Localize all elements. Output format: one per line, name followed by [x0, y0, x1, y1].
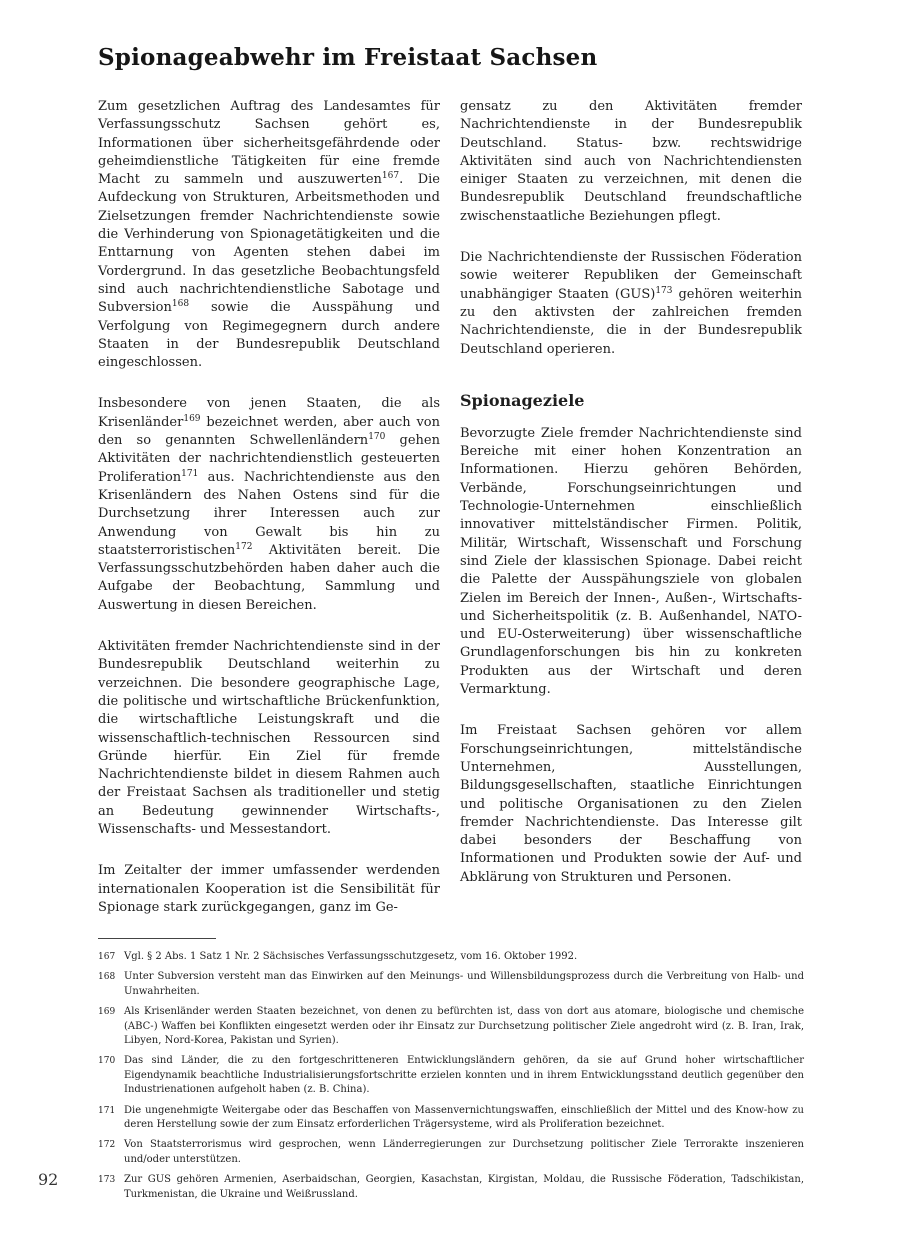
left-column — [98, 98, 440, 940]
footnote-169 — [98, 1005, 804, 1048]
page-title: Spionageabwehr im Freistaat Sachsen — [98, 44, 598, 71]
paragraph — [460, 98, 802, 226]
paragraph-text: gehören weiterhin zu den aktivsten der zahlreichen fremden Nachrichtendienste, die in der Bundesrepublik Deutschland operieren. — [460, 286, 802, 357]
paragraph — [98, 98, 440, 372]
footnote-divider — [98, 938, 216, 939]
paragraph — [98, 395, 440, 615]
footnote-number: 170 — [98, 1056, 116, 1067]
footnote-text: Vgl. § 2 Abs. 1 Satz 1 Nr. 2 Sächsisches Verfassungsschutzgesetz, vom 16. Oktober 1992. — [124, 951, 578, 962]
paragraph-text: gensatz zu den Aktivitäten fremder Nachrichtendienste in der Bundesrepublik Deutschland. Status- bzw. rechtswidrige Aktivitäten sind auch von Nachrichtendiensten einiger Staaten zu verzeichnen, mit denen die Bundesrepublik Deutschland freundschaftliche zwischenstaatliche Beziehungen pflegt. — [460, 99, 802, 224]
footnote-reference: 170 — [368, 432, 386, 443]
footnote-number: 168 — [98, 972, 116, 983]
paragraph-text: . Die Aufdeckung von Strukturen, Arbeitsmethoden und Zielsetzungen fremder Nachrichtendienste sowie die Verhinderung von Spionagetätigkeiten und die Enttarnung von Agenten stehen dabei im Vordergrund. In das gesetzliche Beobachtungsfeld sind auch nachrichtendienstliche Sabotage und Subversion — [98, 172, 440, 316]
paragraph-text: Aktivitäten bereit. Die Verfassungsschutzbehörden haben daher auch die Aufgabe der Beobachtung, Sammlung und Auswertung in diesen Bereichen. — [98, 542, 440, 613]
footnote-number: 173 — [98, 1175, 116, 1186]
right-column-body — [460, 425, 802, 887]
footnote-reference: 171 — [181, 468, 199, 479]
footnote-reference: 168 — [171, 299, 190, 310]
footnote-reference: 167 — [381, 171, 400, 182]
paragraph-text: Im Zeitalter der immer umfassender werdenden internationalen Kooperation ist die Sensibilität für Spionage stark zurückgegangen, ganz im Ge- — [98, 863, 440, 915]
paragraph — [98, 638, 440, 839]
footnote-number: 172 — [98, 1140, 116, 1151]
paragraph-text: Aktivitäten fremder Nachrichtendienste sind in der Bundesrepublik Deutschland weiterhin zu verzeichnen. Die besondere geographische Lage, die politische und wirtschaftliche Brückenfunktion, die wirtschaftliche Leistungskraft und die wissenschaftlich-technischen Ressourcen sind Gründe hierfür. Ein Ziel für fremde Nachrichtendienste bildet in diesem Rahmen auch der Freistaat Sachsen als traditioneller und stetig an Bedeutung gewinnender Wirtschafts-, Wissenschafts- und Messestandort. — [98, 639, 440, 837]
footnote-171 — [98, 1104, 804, 1133]
paragraph-text: gehen Aktivitäten der nachrichtendienstlich gesteuerten Proliferation — [98, 433, 440, 485]
footnote-text: Von Staatsterrorismus wird gesprochen, wenn Länderregierungen zur Durchsetzung politischer Ziele Terrorakte inszenieren und/oder unterstützen. — [124, 1139, 804, 1165]
footnote-170 — [98, 1054, 804, 1097]
footnote-text: Die ungenehmigte Weitergabe oder das Beschaffen von Massenvernichtungswaffen, einschließlich der Mittel und des Know-how zu deren Herstellung sowie der zum Einsatz erforderlichen Trägersysteme, wird als Proliferation bezeichnet. — [124, 1104, 804, 1131]
paragraph — [460, 249, 802, 359]
section-heading-spionageziele: Spionageziele — [460, 390, 585, 410]
footnote-number: 169 — [98, 1007, 116, 1018]
paragraph — [460, 425, 802, 699]
footnote-reference: 172 — [235, 541, 253, 552]
footnote-text: Unter Subversion versteht man das Einwirken auf den Meinungs- und Willensbildungsprozess durch die Verbreitung von Halb- und Unwahrheiten. — [124, 971, 804, 997]
paragraph-text: Zum gesetzlichen Auftrag des Landesamtes für Verfassungsschutz Sachsen gehört es, Informationen über sicherheitsgefährdende oder geheimdienstliche Tätigkeiten für eine fremde Macht zu sammeln und auszuwerten — [98, 99, 440, 188]
paragraph — [98, 862, 440, 917]
paragraph-text: Im Freistaat Sachsen gehören vor allem Forschungseinrichtungen, mittelständische Unternehmen, Ausstellungen, Bildungsgesellschaften, staatliche Einrichtungen und politische Organisationen zu den Zielen fremder Nachrichtendienste. Das Interesse gilt dabei besonders der Beschaffung von Informationen und Produkten sowie der Auf- und Abklärung von Strukturen und Personen. — [460, 723, 802, 885]
paragraph-text: Insbesondere von jenen Staaten, die als Krisenländer — [98, 396, 440, 430]
paragraph-text: sowie die Ausspähung und Verfolgung von Regimegegnern durch andere Staaten in der Bundesrepublik Deutschland eingeschlossen. — [98, 300, 440, 371]
footnotes — [98, 950, 804, 1208]
paragraph — [460, 722, 802, 887]
footnote-168 — [98, 970, 804, 999]
footnote-173 — [98, 1173, 804, 1202]
footnote-167 — [98, 950, 804, 964]
footnote-text: Als Krisenländer werden Staaten bezeichnet, von denen zu befürchten ist, dass von dort aus atomare, biologische und chemische (ABC-) Waffen bei Konflikten eingesetzt werden oder ihr Einsatz zur Durchsetzung politischer Ziele angedroht wird (z. B. Iran, Irak, Libyen, Nord-Korea, Pakistan und Syrien). — [124, 1006, 804, 1047]
footnote-text: Das sind Länder, die zu den fortgeschritteneren Entwicklungsländern gehören, da sie auf Grund hoher wirtschaftlicher Eigendynamik beachtliche Industrialisierungsfortschritte erzielen konnten und in ihrem Entwicklungsstand deutlich gegenüber den Industrienationen aufgeholt haben (z. B. China). — [124, 1055, 804, 1096]
page-number: 92 — [38, 1170, 59, 1189]
footnote-number: 167 — [98, 952, 116, 962]
footnote-172 — [98, 1138, 804, 1167]
footnote-reference: 173 — [655, 285, 673, 296]
footnote-text: Zur GUS gehören Armenien, Aserbaidschan, Georgien, Kasachstan, Kirgistan, Moldau, die Russische Föderation, Tadschikistan, Turkmenistan, die Ukraine und Weißrussland. — [124, 1174, 804, 1200]
right-column — [460, 98, 802, 910]
right-column-intro — [460, 98, 802, 359]
paragraph-text: Bevorzugte Ziele fremder Nachrichtendienste sind Bereiche mit einer hohen Konzentration an Informationen. Hierzu gehören Behörden, Verbände, Forschungseinrichtungen und Technologie-Unternehmen einschließlich innovativer mittelständischer Firmen. Politik, Militär, Wirtschaft, Wissenschaft und Forschung sind Ziele der klassischen Spionage. Dabei reicht die Palette der Ausspähungsziele von globalen Zielen im Bereich der Innen-, Außen-, Wirtschafts- und Sicherheitspolitik (z. B. Außenhandel, NATO- und EU-Osterweiterung) über wissenschaftliche Grundlagenforschungen bis hin zu konkreten Produkten aus der Wirtschaft und deren Vermarktung. — [460, 425, 802, 698]
paragraph-text: Die Nachrichtendienste der Russischen Föderation sowie weiterer Republiken der Gemeinschaft unabhängiger Staaten (GUS) — [460, 250, 802, 302]
paragraph-text: bezeichnet werden, aber auch von den so genannten Schwellenländern — [98, 414, 440, 449]
footnote-reference: 169 — [183, 413, 201, 424]
footnote-number: 171 — [98, 1105, 116, 1116]
paragraph-text: aus. Nachrichtendienste aus den Krisenländern des Nahen Ostens sind für die Durchsetzung ihrer Interessen auch zur Anwendung von Gewalt bis hin zu staatsterroristischen — [98, 469, 440, 558]
